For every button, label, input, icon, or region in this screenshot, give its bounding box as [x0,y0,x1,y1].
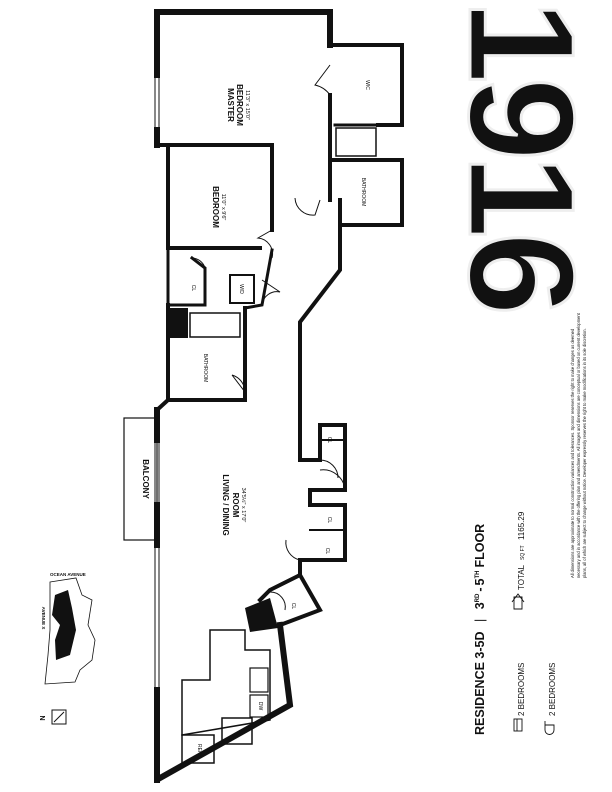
windows-left [155,75,159,690]
wd-label: W/D [238,284,244,294]
bathroom-lower-label: BATHROOM [202,353,208,383]
wall-shaft [168,308,188,338]
shower-upper [336,128,376,156]
sink [250,668,268,692]
closet-label-3: CL [326,516,332,524]
disclaimer-line-1: All dimensions are approximate to normal construction variances and tolerances. Sponsor reserves the right to make changes as deemed [570,328,575,578]
wall-cl-upper [168,248,205,305]
kitchen-counter [182,630,270,735]
living-dining-label: LIVING / DINING [221,474,230,536]
refrigerator-label: REF [196,744,202,754]
wall-living-right [260,425,345,600]
disclaimer-line-3: plans, all of which are subject to change without notice. Developer expressly reserves the right to make modifications in its sole discretion. [582,328,587,578]
key-plan-street-top: OCEAN AVENUE [50,572,86,577]
watermark-logo: 1916 [438,0,606,310]
bedroom-label: BEDROOM [211,186,220,228]
dishwasher-label: DW [257,701,263,711]
wall-corridor-left [245,250,272,308]
disclaimer-line-2: necessary and in accordance with the offering plan and amendments. All images and dimensions are conceptual or based on current development [576,313,581,578]
balcony-outline [124,418,157,540]
compass-needle [54,712,64,722]
tub-lower [190,313,240,337]
balcony-label: BALCONY [141,459,150,499]
bathroom-upper-label: BATHROOM [360,177,366,207]
bed-icon [514,719,522,731]
closet-label-4: CL [324,547,330,555]
bedroom-dim: 11'0" x 9'6" [220,193,226,221]
key-plan-street-side: AVENUE X [41,606,46,630]
key-plan [41,572,95,684]
disclaimer [570,312,587,578]
key-plan-highlight [52,590,76,660]
plan-walls [124,12,402,780]
room-labels [141,80,370,754]
bedrooms-count: 2 BEDROOMS [517,662,526,716]
living-dining-label-2: ROOM [231,492,240,518]
residence-title: RESIDENCE 3-5D | 3RD-5THFLOOR [473,523,487,735]
total-sqft: TOTAL SQ FT 1165.29 [517,511,526,590]
master-bedroom-dim: 11'3" x 15'0" [244,90,250,120]
compass-north-label: N [38,715,45,721]
closet-label-1: CL [190,284,196,292]
closet-label-5: CL [290,602,296,610]
title-block [473,511,557,735]
master-bedroom-label: MASTER [226,88,235,122]
compass [38,710,66,724]
wall-master-top [157,12,330,45]
living-dining-dim: 34'5½" x 17'0" [240,487,246,523]
wall-column [245,598,278,632]
wic-label: WIC [364,80,370,90]
master-bedroom-label-2: BEDROOM [235,84,244,126]
bathrooms-count: 2 BEDROOMS [548,662,557,716]
closet-label-2: CL [326,436,332,444]
building-icon [512,594,524,609]
bath-icon [545,721,554,735]
